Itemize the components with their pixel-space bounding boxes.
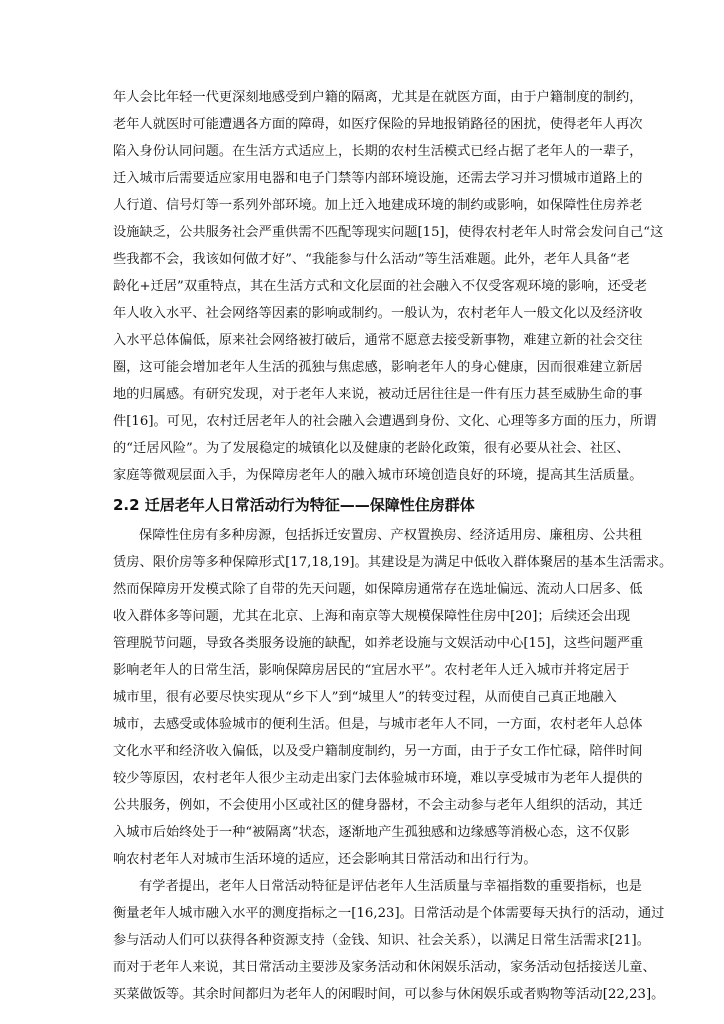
text-line: 赁房、限价房等多种保障形式[17,18,19]。其建设是为满足中低收入群体聚居的基本生活需求。 xyxy=(113,555,673,570)
text-line: 年人会比年轻一代更深刻地感受到户籍的隔离，尤其是在就医方面，由于户籍制度的制约， xyxy=(113,90,643,105)
text-line: 圈，这可能会增加老年人生活的孤独与焦虑感，影响老年人的身心健康，因而很难建立新居 xyxy=(113,360,643,375)
text-line: 家庭等微观层面入手，为保障房老年人的融入城市环境创造良好的环境，提高其生活质量。 xyxy=(113,468,643,483)
text-line: 衡量老年人城市融入水平的测度指标之一[16,23]。日常活动是个体需要每天执行的活动，通过 xyxy=(113,906,665,921)
text-line: 些我都不会，我该如何做才好”、“我能参与什么活动”等生活难题。此外，老年人具备“老 xyxy=(113,252,630,267)
text-line: 设施缺乏，公共服务社会严重供需不匹配等现实问题[15]，使得农村老年人时常会发问自己“这 xyxy=(113,225,664,240)
text-line: 而对于老年人来说，其日常活动主要涉及家务活动和休闲娱乐活动，家务活动包括接送儿童、 xyxy=(113,960,656,975)
text-line: 较少等原因，农村老年人很少主动走出家门去体验城市环境，难以享受城市为老年人提供的 xyxy=(113,771,643,786)
text-line: 的“迁居风险”。为了发展稳定的城镇化以及健康的老龄化政策，很有必要从社会、社区、 xyxy=(113,441,630,456)
text-line: 地的归属感。有研究发现，对于老年人来说，被动迁居往往是一件有压力甚至威胁生命的事 xyxy=(113,387,643,402)
text-line: 入水平总体偏低，原来社会网络被打破后，通常不愿意去接受新事物，难建立新的社会交往 xyxy=(113,333,643,348)
text-line: 迁入城市后需要适应家用电器和电子门禁等内部环境设施，还需去学习并习惯城市道路上的 xyxy=(113,171,643,186)
text-line: 人行道、信号灯等一系列外部环境。加上迁入地建成环境的制约或影响，如保障性住房养老 xyxy=(113,198,643,213)
text-line: 然而保障房开发模式除了自带的先天问题，如保障房通常存在选址偏远、流动人口居多、低 xyxy=(113,582,643,597)
text-line: 收入群体多等问题，尤其在北京、上海和南京等大规模保障性住房中[20]；后续还会出现 xyxy=(113,609,631,624)
text-line: 管理脱节问题，导致各类服务设施的缺配，如养老设施与文娱活动中心[15]，这些问题严重 xyxy=(113,636,644,651)
text-line: 响农村老年人对城市生活环境的适应，还会影响其日常活动和出行行为。 xyxy=(113,852,537,867)
text-line: 件[16]。可见，农村迁居老年人的社会融入会遭遇到身份、文化、心理等多方面的压力，所谓 xyxy=(113,414,657,429)
section-heading: 2.2 迁居老年人日常活动行为特征——保障性住房群体 xyxy=(113,496,475,514)
text-line: 影响老年人的日常生活，影响保障房居民的“宜居水平”。农村老年人迁入城市并将定居于 xyxy=(113,663,630,678)
text-line: 有学者提出，老年人日常活动特征是评估老年人生活质量与幸福指数的重要指标，也是 xyxy=(139,879,643,894)
text-line: 文化水平和经济收入偏低，以及受户籍制度制约，另一方面，由于子女工作忙碌，陪伴时间 xyxy=(113,744,643,759)
text-line: 陷入身份认同问题。在生活方式适应上，长期的农村生活模式已经占据了老年人的一辈子， xyxy=(113,144,643,159)
text-line: 龄化+迁居”双重特点，其在生活方式和文化层面的社会融入不仅受客观环境的影响，还受老 xyxy=(113,279,648,294)
text-line: 城市里，很有必要尽快实现从“乡下人”到“城里人”的转变过程，从而使自己真正地融入 xyxy=(113,690,617,705)
text-line: 城市，去感受或体验城市的便利生活。但是，与城市老年人不同，一方面，农村老年人总体 xyxy=(113,717,643,732)
document-page xyxy=(113,84,673,1008)
text-line: 入城市后始终处于一种“被隔离”状态，逐渐地产生孤独感和边缘感等消极心态，这不仅影 xyxy=(113,825,630,840)
text-line: 公共服务，例如，不会使用小区或社区的健身器材，不会主动参与老年人组织的活动，其迁 xyxy=(113,798,643,813)
text-line: 买菜做饭等。其余时间都归为老年人的闲暇时间，可以参与休闲娱乐或者购物等活动[22,23]。 xyxy=(113,987,665,1002)
text-line: 参与活动人们可以获得各种资源支持（金钱、知识、社会关系），以满足日常生活需求[21]。 xyxy=(113,933,650,948)
text-line: 保障性住房有多种房源，包括拆迁安置房、产权置换房、经济适用房、廉租房、公共租 xyxy=(139,528,643,543)
text-line: 年人收入水平、社会网络等因素的影响或制约。一般认为，农村老年人一般文化以及经济收 xyxy=(113,306,643,321)
paragraph-2 xyxy=(113,522,673,873)
paragraph-3 xyxy=(113,873,665,1008)
text-line: 老年人就医时可能遭遇各方面的障碍，如医疗保险的异地报销路径的困扰，使得老年人再次 xyxy=(113,117,643,132)
paragraph-1 xyxy=(113,84,664,489)
